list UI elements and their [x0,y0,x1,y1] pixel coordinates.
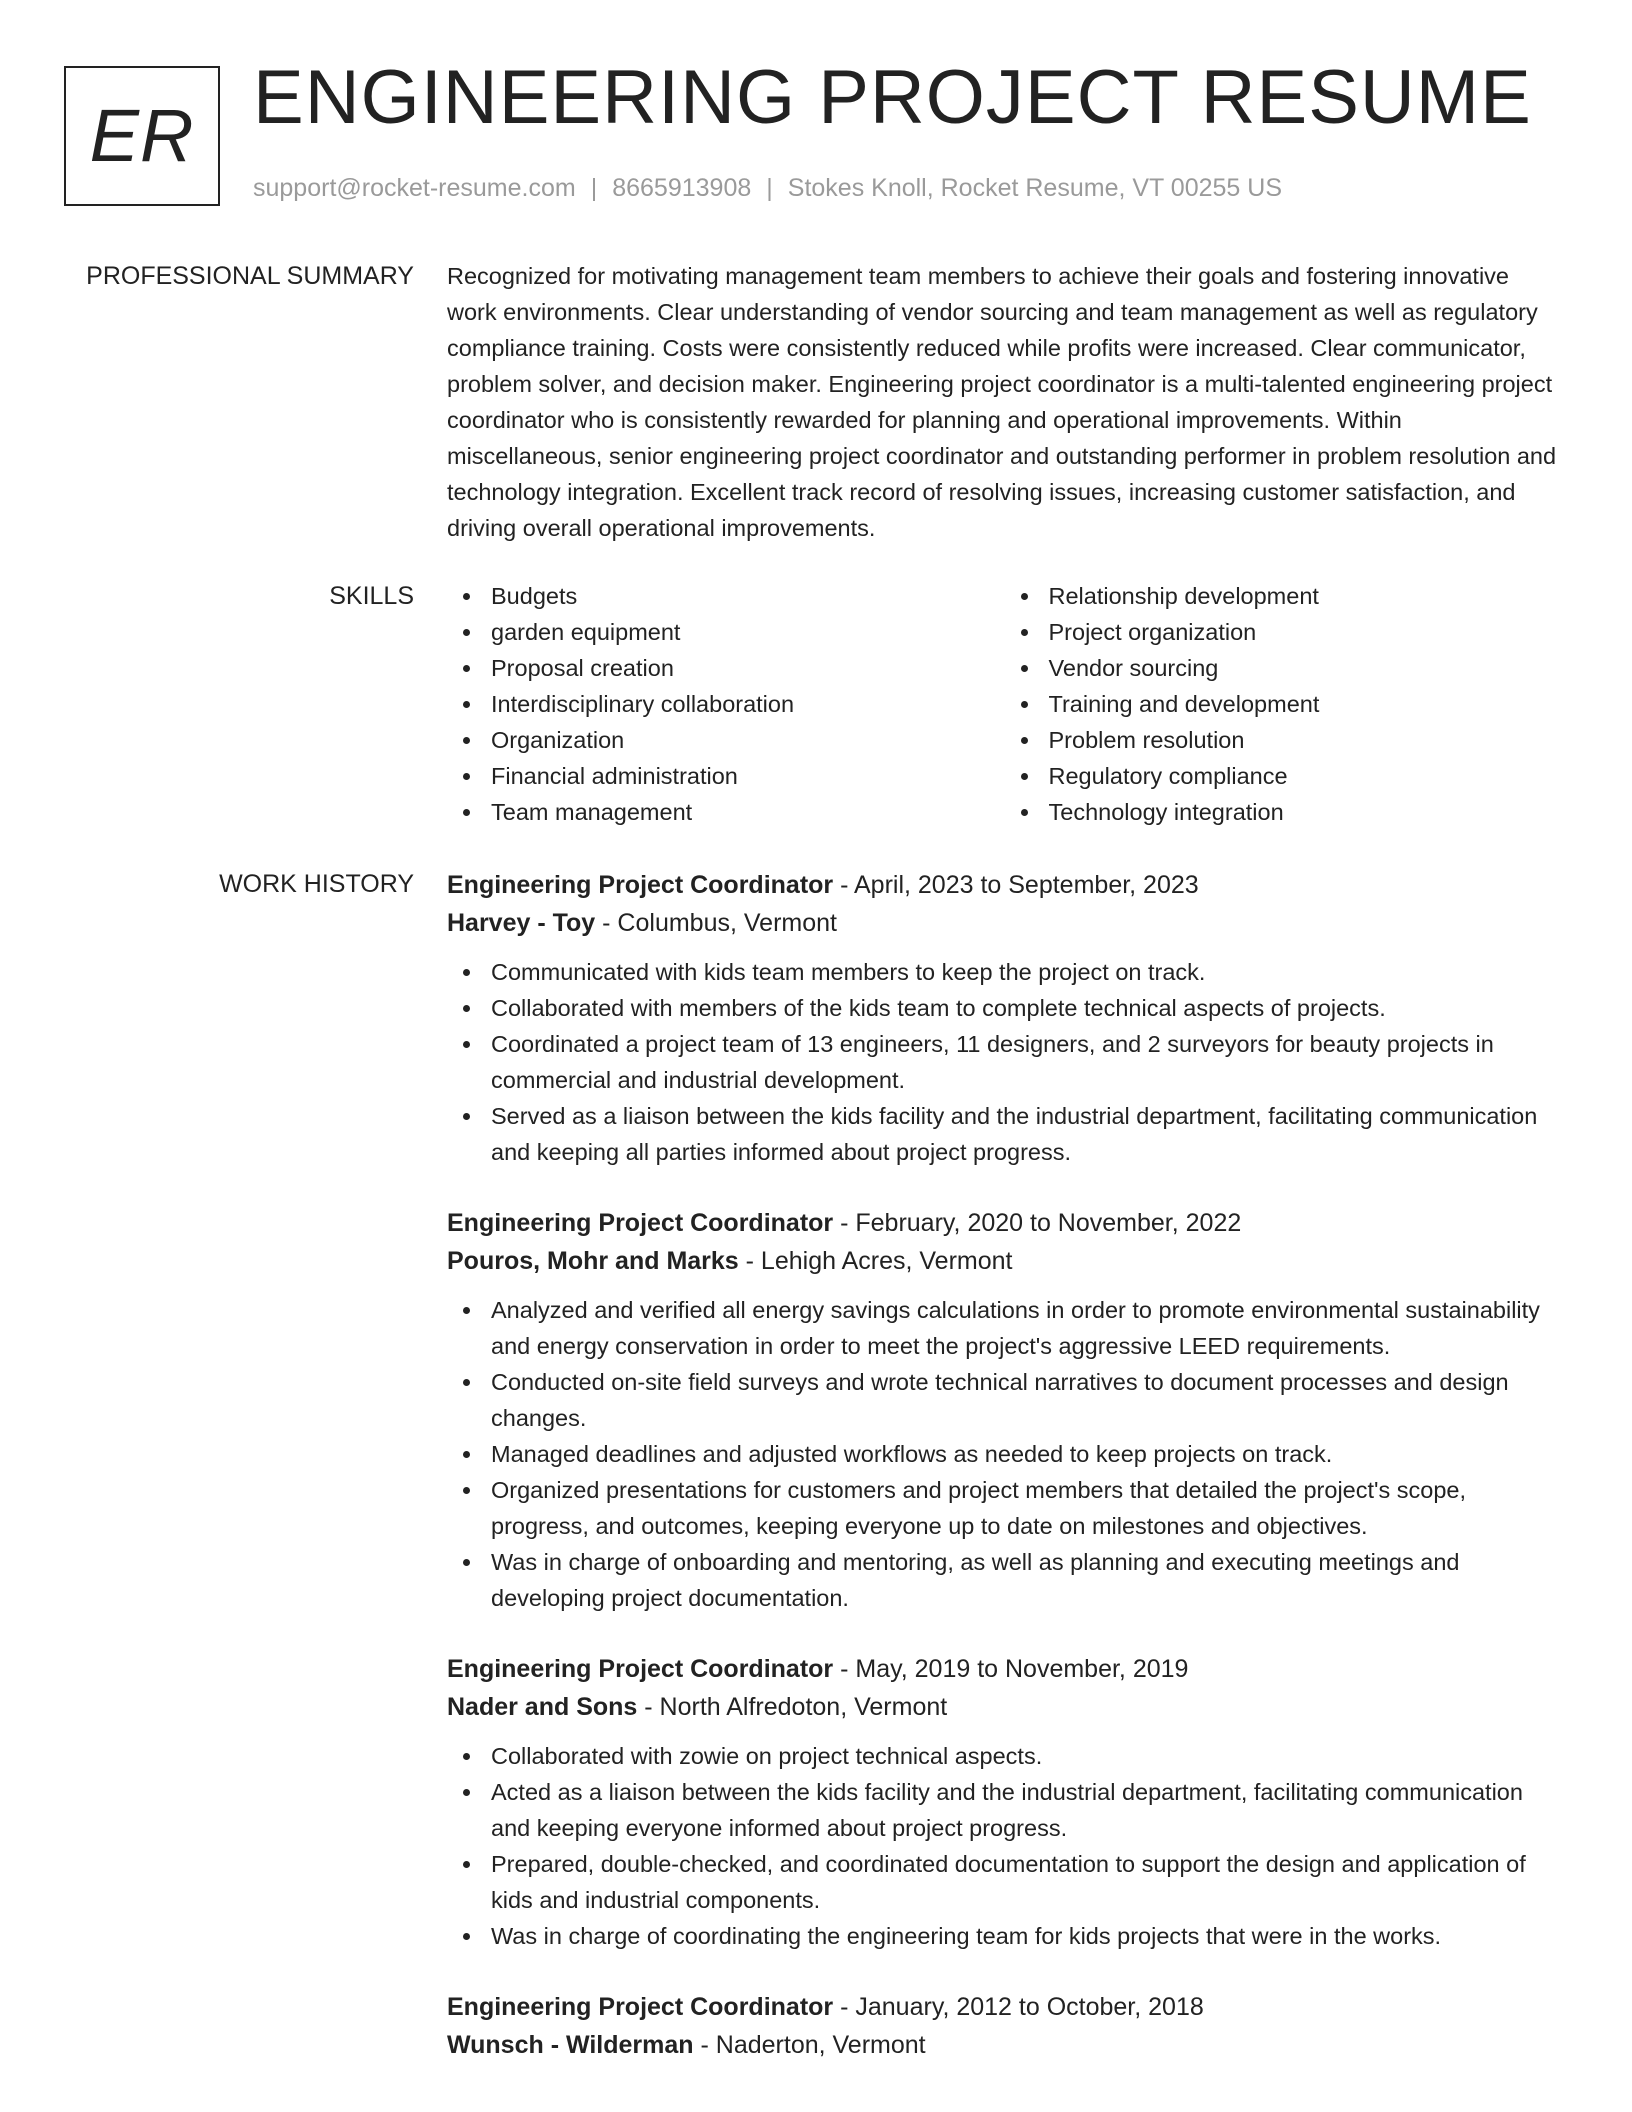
skill-item: Vendor sourcing [1049,650,1563,686]
contact-email: support@rocket-resume.com [253,174,576,202]
skills-list-right [1005,578,1563,830]
skill-item: Project organization [1049,614,1563,650]
contact-line [253,176,1282,201]
job-duties-list [447,1292,1562,1616]
job-title: Engineering Project Coordinator [447,871,834,899]
contact-phone: 8665913908 [612,174,752,202]
job-location: - North Alfredoton, Vermont [637,1693,948,1721]
work-history-body [447,866,1562,2098]
job-duty-item: Prepared, double-checked, and coordinated documentation to support the design and application of kids and industrial components. [491,1846,1562,1918]
section-heading-work-history: WORK HISTORY [219,870,414,898]
contact-separator: | [590,174,598,202]
contact-separator: | [766,174,773,202]
job-title: Engineering Project Coordinator [447,1655,834,1683]
job-duty-item: Analyzed and verified all energy savings calculations in order to promote environmental sustainability and energy conservation in order to meet the project's aggressive LEED requirements. [491,1292,1562,1364]
skill-item: Problem resolution [1049,722,1563,758]
summary-text: Recognized for motivating management team members to achieve their goals and fostering innovative work environments. Clear understanding of vendor sourcing and team management as well as regulatory compliance training. Costs were consistently reduced while profits were increased. Clear communicator, problem solver, and decision maker. Engineering project coordinator is a multi-talented engineering project coordinator who is consistently rewarded for planning and operational improvements. Within miscellaneous, senior engineering project coordinator and outstanding performer in problem resolution and technology integration. Excellent track record of resolving issues, increasing customer satisfaction, and driving overall operational improvements. [447,263,1557,541]
job-duty-item: Acted as a liaison between the kids facility and the industrial department, facilitating communication and keeping everyone informed about project progress. [491,1774,1562,1846]
skill-item: Financial administration [491,758,1005,794]
job-entry [447,1650,1562,1954]
job-company-line [447,1242,1562,1280]
job-title-line [447,1204,1562,1242]
skills-body [447,578,1562,830]
skills-list-left [447,578,1005,830]
job-duty-item: Was in charge of onboarding and mentoring, as well as planning and executing meetings and developing project documentation. [491,1544,1562,1616]
job-title: Engineering Project Coordinator [447,1209,834,1237]
job-duty-item: Managed deadlines and adjusted workflows as needed to keep projects on track. [491,1436,1562,1472]
job-duty-item: Coordinated a project team of 13 engineers, 11 designers, and 2 surveyors for beauty projects in commercial and industrial development. [491,1026,1562,1098]
job-duty-item: Collaborated with members of the kids team to complete technical aspects of projects. [491,990,1562,1026]
job-entry [447,866,1562,1170]
job-title-line [447,1988,1562,2026]
job-duty-item: Communicated with kids team members to keep the project on track. [491,954,1562,990]
section-heading-summary: PROFESSIONAL SUMMARY [86,262,414,290]
job-company-line [447,2026,1562,2064]
job-dates: - February, 2020 to November, 2022 [833,1209,1242,1237]
job-duty-item: Conducted on-site field surveys and wrote technical narratives to document processes and design changes. [491,1364,1562,1436]
monogram-box [64,66,220,206]
job-title-line [447,1650,1562,1688]
job-company: Nader and Sons [447,1693,638,1721]
section-heading-skills: SKILLS [329,582,414,610]
job-location: - Lehigh Acres, Vermont [738,1247,1013,1275]
job-entry [447,1204,1562,1616]
job-duty-item: Collaborated with zowie on project technical aspects. [491,1738,1562,1774]
job-location: - Columbus, Vermont [595,909,837,937]
summary-body [447,258,1562,546]
job-duty-item: Served as a liaison between the kids facility and the industrial department, facilitating communication and keeping all parties informed about project progress. [491,1098,1562,1170]
skill-item: Regulatory compliance [1049,758,1563,794]
job-company: Harvey - Toy [447,909,596,937]
skill-item: Proposal creation [491,650,1005,686]
job-company: Pouros, Mohr and Marks [447,1247,739,1275]
job-company-line [447,904,1562,942]
job-entry [447,1988,1562,2064]
job-duties-list [447,954,1562,1170]
job-duties-list [447,1738,1562,1954]
skill-item: Technology integration [1049,794,1563,830]
job-title: Engineering Project Coordinator [447,1993,834,2021]
contact-address: Stokes Knoll, Rocket Resume, VT 00255 US [787,174,1282,202]
skill-item: Interdisciplinary collaboration [491,686,1005,722]
job-location: - Naderton, Vermont [693,2031,926,2059]
job-duty-item: Organized presentations for customers and project members that detailed the project's scope, progress, and outcomes, keeping everyone up to date on milestones and objectives. [491,1472,1562,1544]
job-dates: - May, 2019 to November, 2019 [833,1655,1189,1683]
job-duty-item: Was in charge of coordinating the engineering team for kids projects that were in the works. [491,1918,1562,1954]
skill-item: Relationship development [1049,578,1563,614]
skill-item: Team management [491,794,1005,830]
monogram-initials: ER [89,94,195,177]
job-dates: - January, 2012 to October, 2018 [833,1993,1204,2021]
job-dates: - April, 2023 to September, 2023 [833,871,1199,899]
resume-title: ENGINEERING PROJECT RESUME [253,55,1532,140]
skill-item: Organization [491,722,1005,758]
job-company-line [447,1688,1562,1726]
job-title-line [447,866,1562,904]
skill-item: Training and development [1049,686,1563,722]
skill-item: garden equipment [491,614,1005,650]
skill-item: Budgets [491,578,1005,614]
job-company: Wunsch - Wilderman [447,2031,694,2059]
